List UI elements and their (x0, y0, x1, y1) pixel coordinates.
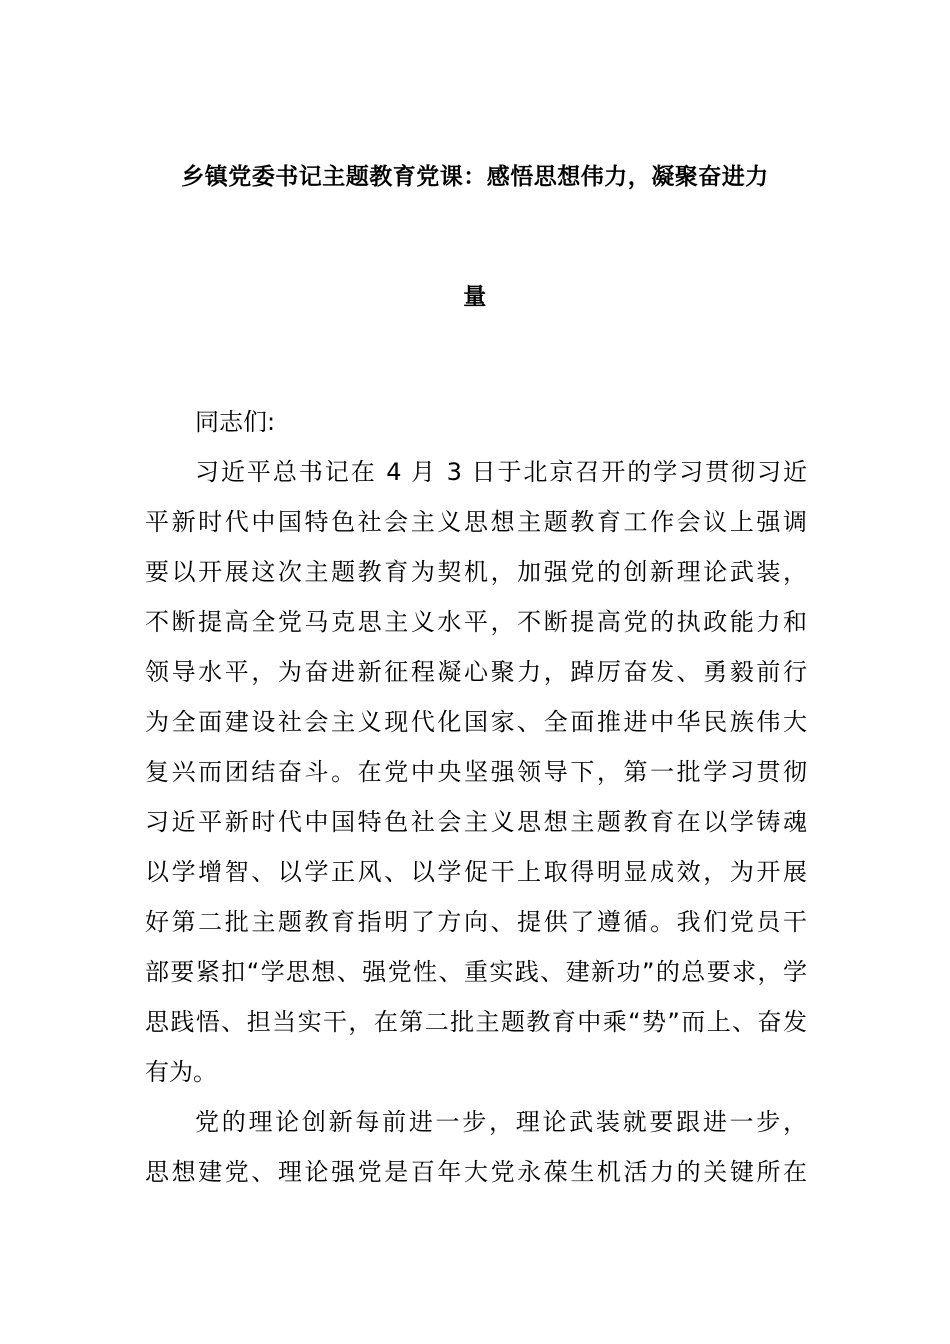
paragraph-line: 习近平总书记在 4 月 3 日于北京召开的学习贯彻习近 (195, 458, 807, 486)
paragraph-line: 为全面建设社会主义现代化国家、全面推进中华民族伟大 (145, 708, 807, 736)
document-body (145, 397, 807, 1197)
paragraph-line: 以学增智、以学正风、以学促干上取得明显成效，为开展 (145, 858, 807, 886)
paragraph-line: 平新时代中国特色社会主义思想主题教育工作会议上强调 (145, 508, 807, 536)
paragraph-line: 思践悟、担当实干，在第二批主题教育中乘“势”而上、奋发 (145, 1008, 807, 1036)
document-title-line-1: 乡镇党委书记主题教育党课：感悟思想伟力，凝聚奋进力 (181, 164, 769, 190)
paragraph-line: 要以开展这次主题教育为契机，加强党的创新理论武装， (145, 558, 807, 586)
paragraph-line: 不断提高全党马克思主义水平，不断提高党的执政能力和 (145, 608, 807, 636)
paragraph-2 (145, 1097, 807, 1197)
paragraph-1 (145, 447, 807, 1097)
document-title-line-2: 量 (463, 284, 487, 310)
paragraph-line: 思想建党、理论强党是百年大党永葆生机活力的关键所在 (145, 1158, 807, 1186)
salutation: 同志们: (195, 408, 276, 436)
paragraph-line: 复兴而团结奋斗。在党中央坚强领导下，第一批学习贯彻 (145, 758, 807, 786)
paragraph-line: 习近平新时代中国特色社会主义思想主题教育在以学铸魂 (145, 808, 807, 836)
paragraph-line: 好第二批主题教育指明了方向、提供了遵循。我们党员干 (145, 908, 807, 936)
paragraph-line: 领导水平，为奋进新征程凝心聚力，踔厉奋发、勇毅前行 (145, 658, 807, 686)
paragraph-line: 党的理论创新每前进一步，理论武装就要跟进一步， (195, 1108, 807, 1136)
paragraph-line: 部要紧扣“学思想、强党性、重实践、建新功”的总要求，学 (145, 958, 807, 986)
paragraph-line: 有为。 (145, 1058, 217, 1086)
